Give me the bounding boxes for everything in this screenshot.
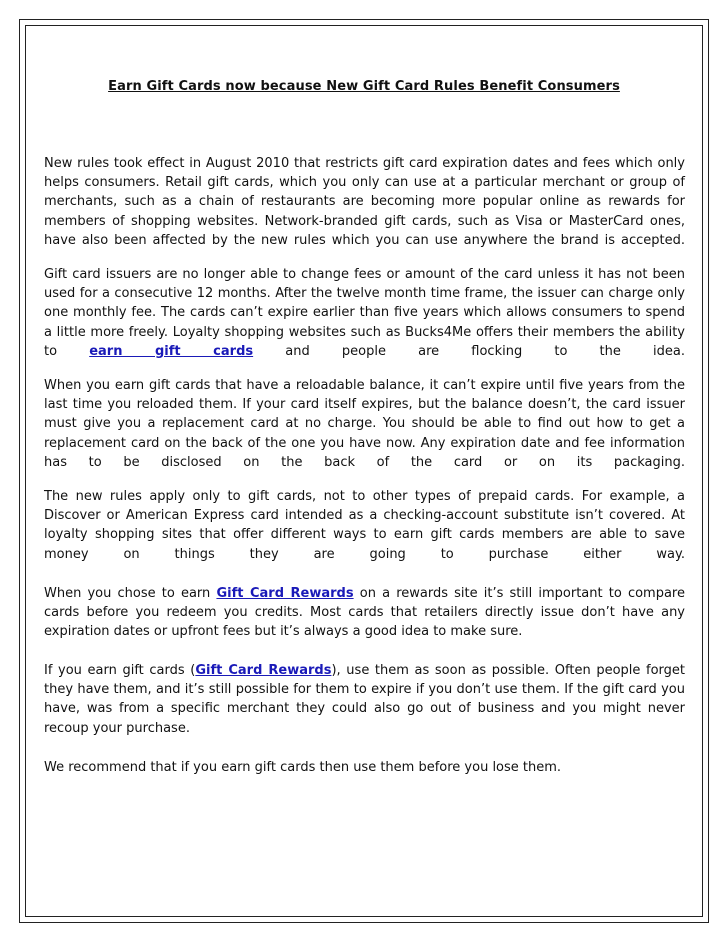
paragraph-2-text-before: Gift card issuers are no longer able to change fees or amount of the card unless it has not been used for a consecutive 12 months. After the twelve month time frame, the issuer can charge only one monthly fee. The cards can’t expire earlier than five years which allows consumers to spend a little more freely. Loyalty shopping websites such as Bucks4Me offers their members the ability to [44,267,685,359]
paragraph-5-text-before: When you chose to earn [44,586,217,601]
paragraph-5-text-after: on a rewards site it’s still important to compare cards before you redeem you credits. Most cards that retailers directly issue don’t have any expiration dates or upfront fees but it’s always a good idea to make sure. [44,586,685,640]
document-title: Earn Gift Cards now because New Gift Card Rules Benefit Consumers [108,79,620,94]
paragraph-6-text-after: ), use them as soon as possible. Often people forget they have them, and it’s still possible for them to expire if you don’t use them. If the gift card you have, was from a specific merchant they could also go out of business and you might never recoup your purchase. [44,663,685,736]
gift-card-rewards-link-1[interactable]: Gift Card Rewards [216,586,354,601]
paragraph-2 [44,265,685,361]
gift-card-rewards-link-2[interactable]: Gift Card Rewards [195,663,332,678]
paragraph-6 [44,661,685,738]
paragraph-3: When you earn gift cards that have a reloadable balance, it can’t expire until five years from the last time you reloaded them. If your card itself expires, but the balance doesn’t, the card issuer must give you a replacement card at no charge. You should be able to find out how to get a replacement card on the back of the one you have now. Any expiration date and fee information has to be disclosed on the back of the card or on its packaging. [44,378,685,470]
paragraph-4: The new rules apply only to gift cards, not to other types of prepaid cards. For example, a Discover or American Express card intended as a checking-account substitute isn’t covered. At loyalty shopping sites that offer different ways to earn gift cards members are able to save money on things they are going to purchase either way. [44,489,685,562]
paragraph-5 [44,584,685,642]
paragraph-2-text-after: and people are flocking to the idea. [253,343,685,359]
earn-gift-cards-link[interactable]: earn gift cards [89,343,254,359]
paragraph-1: New rules took effect in August 2010 that restricts gift card expiration dates and fees which only helps consumers. Retail gift cards, which you only can use at a particular merchant or group of merchants, such as a chain of restaurants are becoming more popular online as rewards for members of shopping websites. Network-branded gift cards, such as Visa or MasterCard ones, have also been affected by the new rules which you can use anywhere the brand is accepted. [44,156,685,248]
paragraph-7: We recommend that if you earn gift cards then use them before you lose them. [44,760,562,775]
paragraph-6-text-before: If you earn gift cards ( [44,663,196,678]
